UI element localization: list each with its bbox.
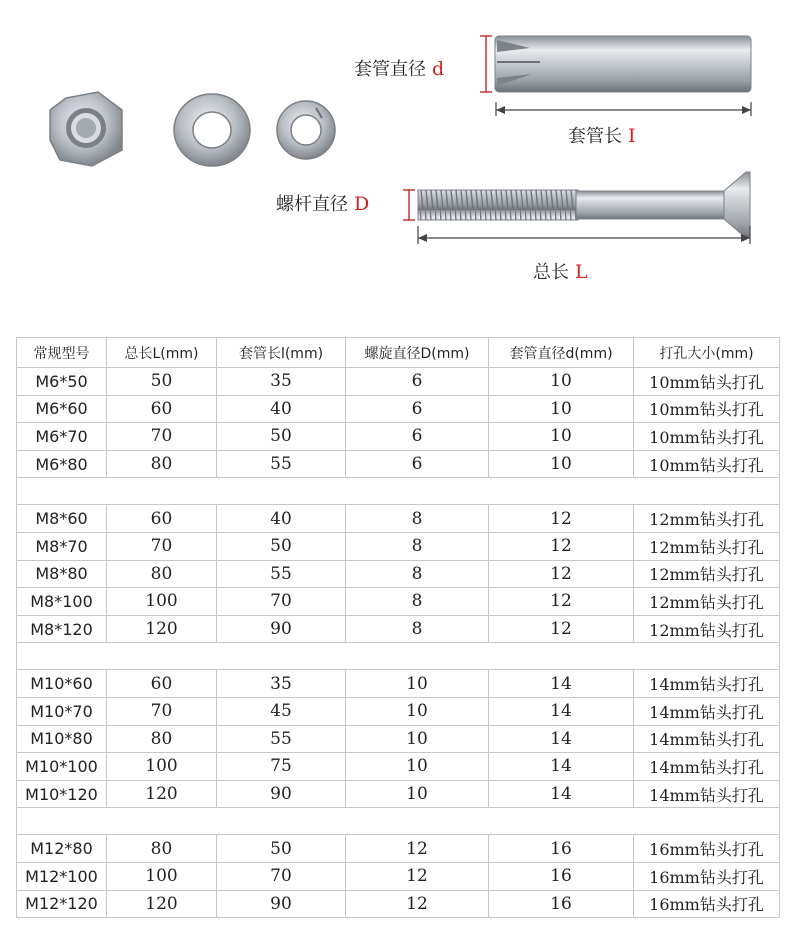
- spacer-cell: [489, 808, 634, 835]
- table-row: [17, 862, 780, 890]
- cell-sleeve-length: 35: [217, 368, 346, 396]
- cell-sleeve-diameter: 12: [489, 588, 634, 616]
- cell-drill-size: 14mm钻头打孔: [634, 670, 780, 698]
- total-length-dimension: [418, 226, 750, 244]
- spring-washer: [277, 101, 335, 159]
- table-row: [17, 505, 780, 533]
- cell-sleeve-length: 90: [217, 615, 346, 643]
- bolt-diameter-marker: [403, 190, 415, 220]
- group-spacer-row: [17, 808, 780, 835]
- parts-drawing: [0, 0, 800, 310]
- spacer-cell: [17, 808, 107, 835]
- table-row: [17, 890, 780, 918]
- table-row: [17, 395, 780, 423]
- total-length-text: 总长: [533, 262, 569, 283]
- sleeve-part: [495, 36, 751, 92]
- sleeve-length-dimension: [496, 102, 751, 116]
- cell-drill-size: 10mm钻头打孔: [634, 423, 780, 451]
- cell-total-length: 70: [107, 697, 217, 725]
- group-spacer-row: [17, 643, 780, 670]
- cell-model: M10*100: [17, 753, 107, 781]
- cell-total-length: 80: [107, 560, 217, 588]
- total-length-label: [533, 258, 588, 284]
- cell-sleeve-diameter: 16: [489, 862, 634, 890]
- cell-sleeve-diameter: 12: [489, 505, 634, 533]
- cell-model: M10*60: [17, 670, 107, 698]
- cell-sleeve-diameter: 10: [489, 423, 634, 451]
- spacer-cell: [17, 643, 107, 670]
- cell-total-length: 70: [107, 532, 217, 560]
- table-row: [17, 450, 780, 478]
- cell-sleeve-length: 50: [217, 835, 346, 863]
- cell-total-length: 120: [107, 615, 217, 643]
- cell-drill-size: 10mm钻头打孔: [634, 450, 780, 478]
- cell-sleeve-length: 45: [217, 697, 346, 725]
- cell-sleeve-length: 90: [217, 780, 346, 808]
- cell-sleeve-length: 70: [217, 588, 346, 616]
- cell-screw-diameter: 12: [346, 835, 489, 863]
- spacer-cell: [107, 643, 217, 670]
- spacer-cell: [489, 478, 634, 505]
- cell-sleeve-length: 55: [217, 560, 346, 588]
- cell-drill-size: 14mm钻头打孔: [634, 725, 780, 753]
- cell-model: M12*80: [17, 835, 107, 863]
- cell-total-length: 70: [107, 423, 217, 451]
- cell-screw-diameter: 8: [346, 532, 489, 560]
- header-model: 常规型号: [17, 338, 107, 368]
- cell-sleeve-diameter: 10: [489, 395, 634, 423]
- sleeve-length-symbol: I: [628, 125, 636, 147]
- cell-screw-diameter: 10: [346, 670, 489, 698]
- spacer-cell: [17, 478, 107, 505]
- hex-nut: [50, 92, 122, 166]
- cell-total-length: 80: [107, 450, 217, 478]
- table-row: [17, 725, 780, 753]
- cell-screw-diameter: 8: [346, 505, 489, 533]
- spec-table: [16, 337, 780, 918]
- sleeve-diameter-label: [354, 55, 444, 81]
- cell-model: M6*70: [17, 423, 107, 451]
- cell-sleeve-length: 35: [217, 670, 346, 698]
- cell-drill-size: 16mm钻头打孔: [634, 835, 780, 863]
- cell-sleeve-length: 55: [217, 725, 346, 753]
- spacer-cell: [217, 478, 346, 505]
- cell-sleeve-diameter: 12: [489, 615, 634, 643]
- table-row: [17, 560, 780, 588]
- cell-screw-diameter: 10: [346, 780, 489, 808]
- cell-total-length: 100: [107, 588, 217, 616]
- header-sleeve-length: 套管长l(mm): [217, 338, 346, 368]
- cell-screw-diameter: 6: [346, 368, 489, 396]
- table-header-row: [17, 338, 780, 368]
- cell-drill-size: 16mm钻头打孔: [634, 890, 780, 918]
- cell-screw-diameter: 10: [346, 697, 489, 725]
- table-row: [17, 368, 780, 396]
- cell-total-length: 50: [107, 368, 217, 396]
- cell-sleeve-diameter: 14: [489, 697, 634, 725]
- cell-screw-diameter: 6: [346, 395, 489, 423]
- cell-drill-size: 10mm钻头打孔: [634, 368, 780, 396]
- cell-screw-diameter: 10: [346, 725, 489, 753]
- cell-drill-size: 12mm钻头打孔: [634, 505, 780, 533]
- table-row: [17, 588, 780, 616]
- cell-total-length: 120: [107, 780, 217, 808]
- cell-model: M12*100: [17, 862, 107, 890]
- cell-sleeve-length: 40: [217, 395, 346, 423]
- cell-screw-diameter: 12: [346, 890, 489, 918]
- cell-sleeve-diameter: 16: [489, 835, 634, 863]
- cell-drill-size: 14mm钻头打孔: [634, 697, 780, 725]
- cell-drill-size: 14mm钻头打孔: [634, 753, 780, 781]
- cell-model: M8*70: [17, 532, 107, 560]
- table-row: [17, 615, 780, 643]
- sleeve-diameter-text: 套管直径: [354, 59, 426, 80]
- cell-screw-diameter: 12: [346, 862, 489, 890]
- cell-total-length: 60: [107, 670, 217, 698]
- cell-drill-size: 12mm钻头打孔: [634, 615, 780, 643]
- cell-sleeve-length: 50: [217, 532, 346, 560]
- spacer-cell: [346, 643, 489, 670]
- spacer-cell: [217, 643, 346, 670]
- cell-drill-size: 14mm钻头打孔: [634, 780, 780, 808]
- spacer-cell: [634, 808, 780, 835]
- table-row: [17, 697, 780, 725]
- header-sleeve-diameter: 套管直径d(mm): [489, 338, 634, 368]
- bolt-diameter-text: 螺杆直径: [276, 194, 348, 215]
- cell-sleeve-length: 75: [217, 753, 346, 781]
- spacer-cell: [107, 808, 217, 835]
- sleeve-diameter-symbol: d: [432, 58, 445, 80]
- cell-model: M8*80: [17, 560, 107, 588]
- bolt-diameter-label: [276, 190, 369, 216]
- cell-screw-diameter: 6: [346, 450, 489, 478]
- cell-screw-diameter: 8: [346, 560, 489, 588]
- cell-sleeve-diameter: 12: [489, 532, 634, 560]
- bolt-diameter-symbol: D: [354, 193, 370, 215]
- spacer-cell: [217, 808, 346, 835]
- cell-model: M10*80: [17, 725, 107, 753]
- cell-model: M12*120: [17, 890, 107, 918]
- cell-total-length: 100: [107, 753, 217, 781]
- flat-washer: [174, 94, 250, 166]
- cell-sleeve-length: 90: [217, 890, 346, 918]
- header-screw-diameter: 螺旋直径D(mm): [346, 338, 489, 368]
- table-row: [17, 835, 780, 863]
- spacer-cell: [107, 478, 217, 505]
- cell-total-length: 100: [107, 862, 217, 890]
- spacer-cell: [489, 643, 634, 670]
- cell-screw-diameter: 6: [346, 423, 489, 451]
- header-total-length: 总长L(mm): [107, 338, 217, 368]
- spacer-cell: [346, 478, 489, 505]
- spacer-cell: [634, 478, 780, 505]
- cell-model: M10*70: [17, 697, 107, 725]
- cell-sleeve-length: 55: [217, 450, 346, 478]
- cell-total-length: 80: [107, 835, 217, 863]
- product-illustration: [0, 0, 800, 310]
- table-row: [17, 532, 780, 560]
- group-spacer-row: [17, 478, 780, 505]
- cell-total-length: 60: [107, 395, 217, 423]
- cell-total-length: 120: [107, 890, 217, 918]
- bolt-part: [418, 172, 750, 238]
- cell-screw-diameter: 8: [346, 588, 489, 616]
- table-row: [17, 780, 780, 808]
- cell-drill-size: 12mm钻头打孔: [634, 532, 780, 560]
- table-row: [17, 753, 780, 781]
- sleeve-length-label: [568, 122, 636, 148]
- cell-sleeve-diameter: 12: [489, 560, 634, 588]
- cell-model: M8*120: [17, 615, 107, 643]
- table-body: [17, 368, 780, 918]
- cell-sleeve-diameter: 10: [489, 368, 634, 396]
- cell-screw-diameter: 10: [346, 753, 489, 781]
- table-row: [17, 423, 780, 451]
- cell-drill-size: 12mm钻头打孔: [634, 588, 780, 616]
- spacer-cell: [346, 808, 489, 835]
- table-row: [17, 670, 780, 698]
- cell-sleeve-diameter: 14: [489, 670, 634, 698]
- cell-sleeve-length: 40: [217, 505, 346, 533]
- sleeve-length-text: 套管长: [568, 126, 622, 147]
- cell-sleeve-diameter: 14: [489, 780, 634, 808]
- cell-model: M8*60: [17, 505, 107, 533]
- cell-model: M10*120: [17, 780, 107, 808]
- cell-drill-size: 16mm钻头打孔: [634, 862, 780, 890]
- cell-sleeve-diameter: 16: [489, 890, 634, 918]
- cell-total-length: 60: [107, 505, 217, 533]
- cell-drill-size: 12mm钻头打孔: [634, 560, 780, 588]
- total-length-symbol: L: [575, 261, 588, 283]
- cell-model: M6*60: [17, 395, 107, 423]
- cell-model: M6*50: [17, 368, 107, 396]
- cell-sleeve-diameter: 14: [489, 725, 634, 753]
- cell-model: M6*80: [17, 450, 107, 478]
- cell-total-length: 80: [107, 725, 217, 753]
- cell-drill-size: 10mm钻头打孔: [634, 395, 780, 423]
- cell-screw-diameter: 8: [346, 615, 489, 643]
- header-drill-size: 打孔大小(mm): [634, 338, 780, 368]
- sleeve-diameter-marker: [480, 36, 492, 92]
- cell-model: M8*100: [17, 588, 107, 616]
- cell-sleeve-diameter: 10: [489, 450, 634, 478]
- cell-sleeve-length: 70: [217, 862, 346, 890]
- spacer-cell: [634, 643, 780, 670]
- cell-sleeve-length: 50: [217, 423, 346, 451]
- cell-sleeve-diameter: 14: [489, 753, 634, 781]
